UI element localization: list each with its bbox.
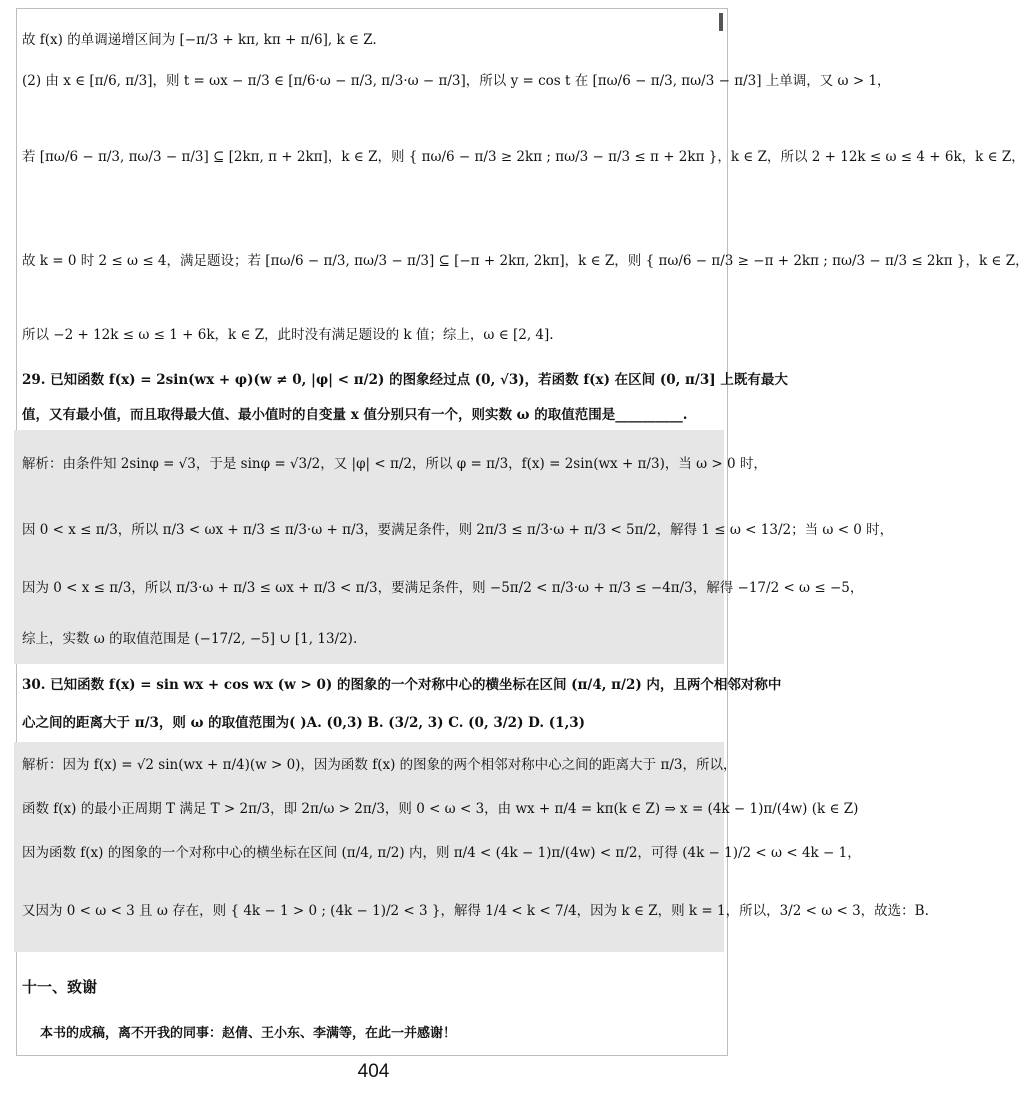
acknowledgement-text: 本书的成稿，离不开我的同事：赵倩、王小东、李满等，在此一并感谢！	[40, 1026, 457, 1041]
prev-solution-line: 故 f(x) 的单调递增区间为 [−π/3 + kπ, kπ + π/6], k ∈ Z.	[22, 32, 377, 48]
solution-30-line: 因为函数 f(x) 的图象的一个对称中心的横坐标在区间 (π/4, π/2) 内，则 π/4 < (4k − 1)π/(4w) < π/2，可得 (4k − 1)/2 < ω < 4k − 1，	[22, 845, 861, 861]
solution-29-line: 因 0 < x ≤ π/3，所以 π/3 < ωx + π/3 ≤ π/3·ω + π/3，要满足条件，则 2π/3 ≤ π/3·ω + π/3 < 5π/2，解得 1 ≤ ω < 13/2；当 ω < 0 时，	[22, 522, 894, 538]
solution-30-line: 函数 f(x) 的最小正周期 T 满足 T > 2π/3，即 2π/ω > 2π/3，则 0 < ω < 3，由 wx + π/4 = kπ(k ∈ Z) ⇒ x = (4k − 1)π/(4w) (k ∈ Z)	[22, 801, 859, 817]
prev-solution-line: (2) 由 x ∈ [π/6, π/3]，则 t = ωx − π/3 ∈ [π/6·ω − π/3, π/3·ω − π/3]，所以 y = cos t 在 [πω/6 − π/3, πω/3 − π/3] 上单调，又 ω > 1，	[22, 73, 891, 89]
page-number: 404	[357, 1061, 390, 1082]
section-heading: 十一、致谢	[22, 978, 98, 996]
prev-solution-line: 所以 −2 + 12k ≤ ω ≤ 1 + 6k，k ∈ Z，此时没有满足题设的 k 值；综上，ω ∈ [2, 4].	[22, 327, 554, 343]
solution-30-line: 又因为 0 < ω < 3 且 ω 存在，则 { 4k − 1 > 0 ; (4k − 1)/2 < 3 }，解得 1/4 < k < 7/4，因为 k ∈ Z，则 k = 1，所以，3/2 < ω < 3，故选：B.	[22, 903, 929, 919]
question-30-line: 心之间的距离大于 π/3，则 ω 的取值范围为( )A. (0,3) B. (3/2, 3) C. (0, 3/2) D. (1,3)	[22, 715, 586, 731]
prev-solution-line: 若 [πω/6 − π/3, πω/3 − π/3] ⊆ [2kπ, π + 2kπ]，k ∈ Z，则 { πω/6 − π/3 ≥ 2kπ ; πω/3 − π/3 ≤ π + 2kπ }，k ∈ Z，所以 2 + 12k ≤ ω ≤ 4 + 6k，k ∈ Z，	[22, 149, 1025, 165]
solution-30-line: 解析：因为 f(x) = √2 sin(wx + π/4)(w > 0)，因为函数 f(x) 的图象的两个相邻对称中心之间的距离大于 π/3，所以，	[22, 757, 737, 773]
solution-29-line: 解析：由条件知 2sinφ = √3，于是 sinφ = √3/2，又 |φ| < π/2，所以 φ = π/3，f(x) = 2sin(wx + π/3)，当 ω > 0 时，	[22, 456, 767, 472]
question-30-line: 30. 已知函数 f(x) = sin wx + cos wx (w > 0) 的图象的一个对称中心的横坐标在区间 (π/4, π/2) 内，且两个相邻对称中	[22, 677, 782, 693]
corner-mark	[719, 13, 723, 31]
question-29-line: 29. 已知函数 f(x) = 2sin(wx + φ)(w ≠ 0, |φ| < π/2) 的图象经过点 (0, √3)，若函数 f(x) 在区间 (0, π/3] 上既有最大	[22, 372, 788, 388]
solution-29-line: 因为 0 < x ≤ π/3，所以 π/3·ω + π/3 ≤ ωx + π/3 < π/3，要满足条件，则 −5π/2 < π/3·ω + π/3 ≤ −4π/3，解得 −17/2 < ω ≤ −5，	[22, 580, 864, 596]
solution-29-line: 综上，实数 ω 的取值范围是 (−17/2, −5] ∪ [1, 13/2).	[22, 631, 358, 647]
question-29-line: 值，又有最小值，而且取得最大值、最小值时的自变量 x 值分别只有一个，则实数 ω 的取值范围是__________.	[22, 407, 688, 423]
prev-solution-line: 故 k = 0 时 2 ≤ ω ≤ 4，满足题设；若 [πω/6 − π/3, πω/3 − π/3] ⊆ [−π + 2kπ, 2kπ]，k ∈ Z，则 { πω/6 − π/3 ≥ −π + 2kπ ; πω/3 − π/3 ≤ 2kπ }，k ∈ Z，	[22, 253, 1029, 269]
